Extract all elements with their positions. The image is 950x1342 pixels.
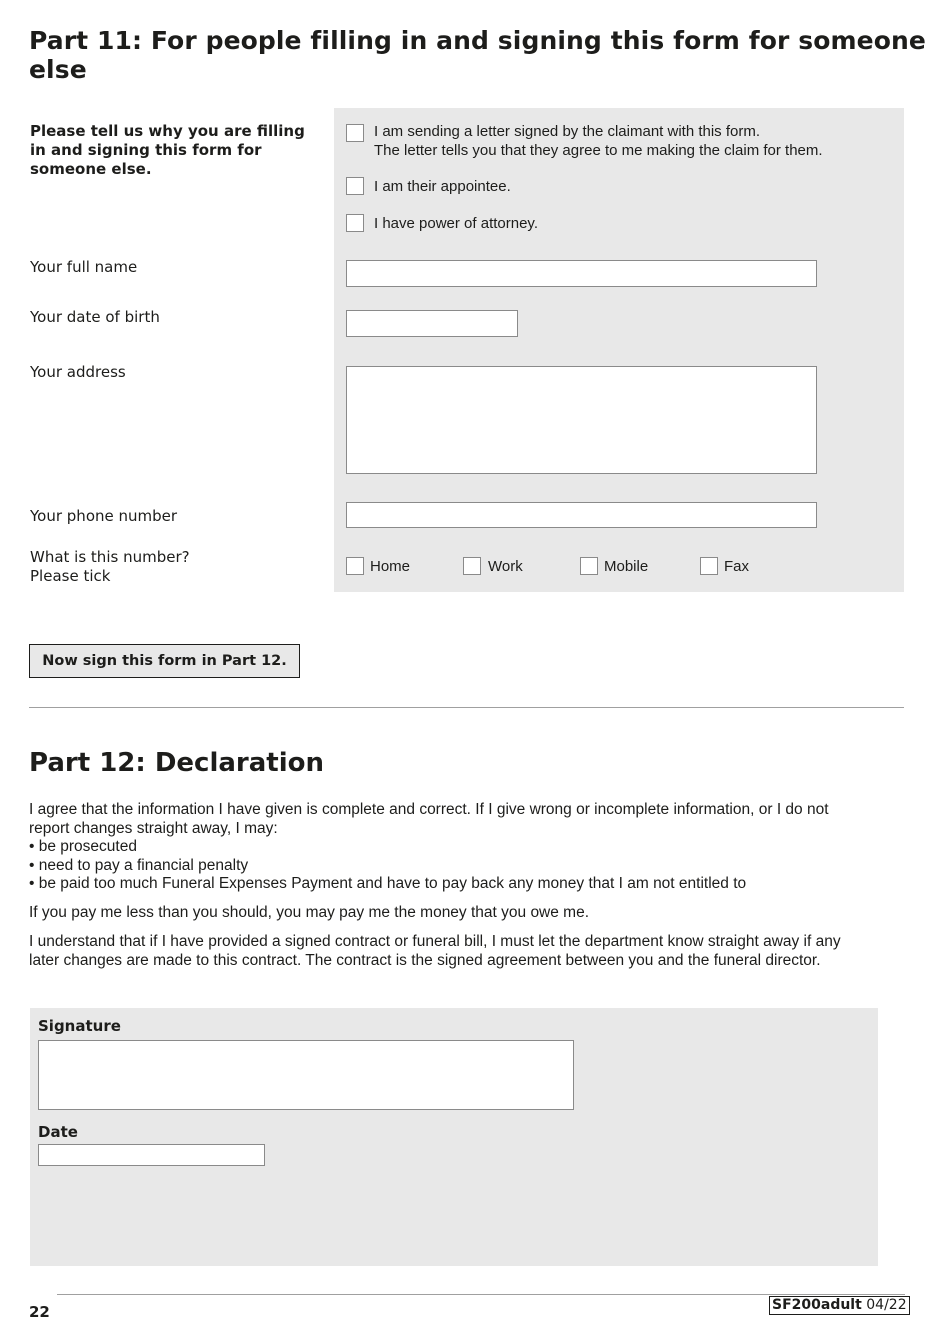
date-label: Date [38, 1123, 78, 1141]
reason-appointee-label: I am their appointee. [374, 178, 511, 195]
reason-letter-label [374, 122, 823, 160]
number-type-fax-checkbox[interactable] [700, 557, 718, 575]
reason-letter-checkbox[interactable] [346, 124, 364, 142]
number-type-work-checkbox[interactable] [463, 557, 481, 575]
address-label: Your address [30, 363, 126, 381]
signature-label: Signature [38, 1017, 121, 1035]
number-type-label [30, 548, 190, 586]
address-input[interactable] [346, 366, 817, 474]
footer-rule [57, 1294, 905, 1295]
declaration-bullet: • be prosecuted [29, 838, 137, 855]
form-code-badge [769, 1296, 910, 1315]
declaration-text [29, 801, 869, 970]
declaration-bullet: • be paid too much Funeral Expenses Payment and have to pay back any money that I am not entitled to [29, 875, 747, 892]
number-type-home-checkbox[interactable] [346, 557, 364, 575]
page-number: 22 [29, 1303, 50, 1321]
full-name-label: Your full name [30, 258, 138, 276]
number-type-mobile-checkbox[interactable] [580, 557, 598, 575]
declaration-para3: I understand that if I have provided a signed contract or funeral bill, I must let the department know straight away if any later changes are made to this contract. The contract is the signed agreement between you and the funeral director. [29, 933, 841, 969]
reason-letter-line2: The letter tells you that they agree to me making the claim for them. [374, 142, 823, 159]
reason-prompt: Please tell us why you are filling in and signing this form for someone else. [30, 122, 305, 178]
phone-input[interactable] [346, 502, 817, 528]
number-type-question: What is this number? [30, 548, 190, 566]
number-type-fax-label: Fax [724, 558, 750, 575]
reason-letter-line1: I am sending a letter signed by the claimant with this form. [374, 123, 761, 140]
reason-appointee-checkbox[interactable] [346, 177, 364, 195]
part11-title: Part 11: For people filling in and signing this form for someone else [29, 26, 926, 84]
full-name-input[interactable] [346, 260, 817, 287]
dob-input[interactable] [346, 310, 518, 337]
number-type-mobile-label: Mobile [604, 558, 649, 575]
phone-label: Your phone number [30, 507, 178, 525]
declaration-para2: If you pay me less than you should, you may pay me the money that you owe me. [29, 903, 590, 921]
reason-power-of-attorney-checkbox[interactable] [346, 214, 364, 232]
declaration-intro: I agree that the information I have given is complete and correct. If I give wrong or incomplete information, or I do not report changes straight away, I may: [29, 801, 829, 837]
dob-label: Your date of birth [30, 308, 160, 326]
reason-power-of-attorney-label: I have power of attorney. [374, 215, 538, 232]
number-type-hint: Please tick [30, 567, 111, 585]
date-input[interactable] [38, 1144, 265, 1166]
form-code: SF200adult [772, 1297, 862, 1313]
next-step-notice: Now sign this form in Part 12. [29, 644, 300, 678]
part12-title: Part 12: Declaration [29, 748, 325, 778]
form-date: 04/22 [866, 1297, 907, 1313]
section-divider [29, 707, 904, 708]
number-type-work-label: Work [488, 558, 523, 575]
declaration-bullet: • need to pay a financial penalty [29, 856, 249, 874]
signature-input[interactable] [38, 1040, 574, 1110]
number-type-home-label: Home [370, 558, 411, 575]
